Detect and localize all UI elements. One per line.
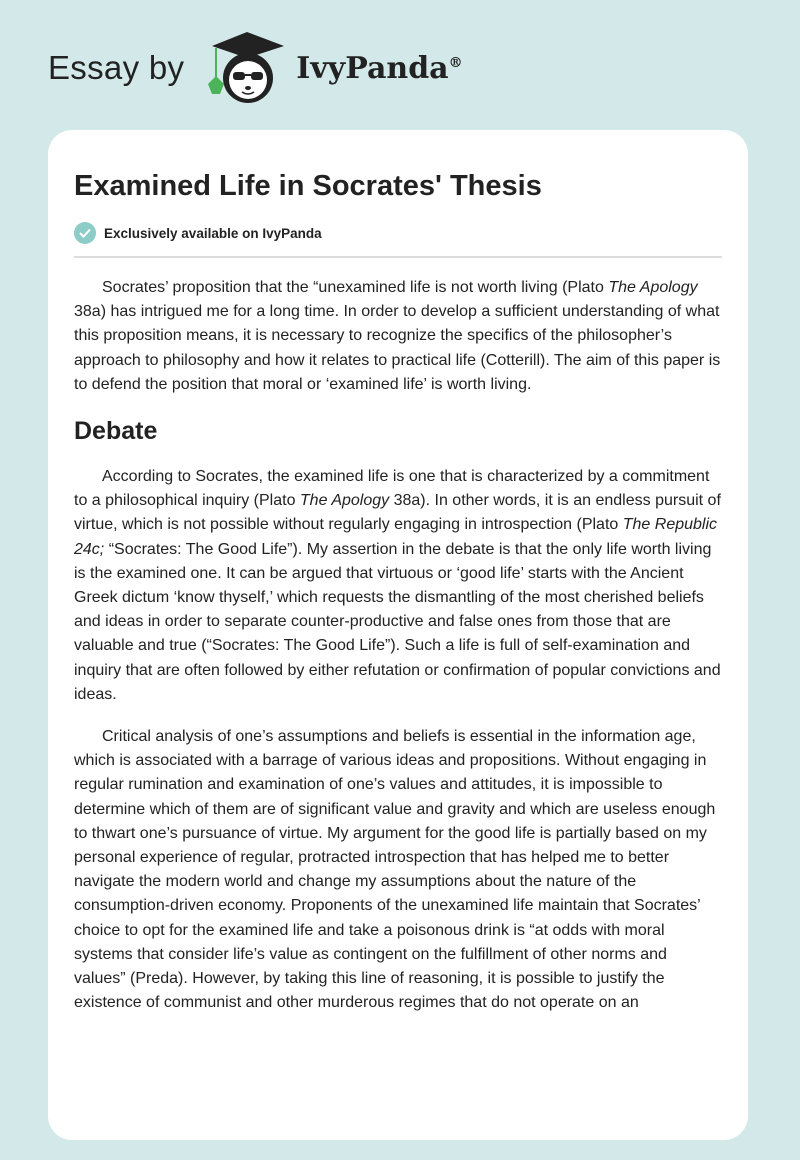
paragraph-debate-1: According to Socrates, the examined life is one that is characterized by a commitment to a philosophical inquiry (Plato The Apology 38a). In other words, it is an endless pursuit of virtue, which is not possible without regularly engaging in introspection (Plato The Republic 24c; “Socrates: The Good Life”). My assertion in the debate is that the only life worth living is the examined one. It can be argued that virtuous or ‘good life’ starts with the Ancient Greek dictum ‘know thyself,’ which requests the dismantling of the most cherished beliefs and ideas in order to separate counter-productive and false ones from those that are valuable and true (“Socrates: The Good Life”). Such a life is full of self-examination and inquiry that are often followed by either refutation or confirmation of popular convictions and ideas.: [74, 468, 721, 703]
essay-by-label: Essay by: [48, 49, 185, 86]
exclusive-badge: Exclusively available on IvyPanda: [74, 222, 722, 244]
check-icon: [74, 222, 96, 244]
divider: [74, 256, 722, 258]
paragraph-intro: Socrates’ proposition that the “unexamined life is not worth living (Plato The Apology 38a) has intrigued me for a long time. In order to develop a sufficient understanding of what this proposition means, it is necessary to recognize the specifics of the philosopher’s approach to philosophy and how it relates to practical life (Cotterill). The aim of this paper is to defend the position that moral or ‘examined life’ is worth living.: [74, 279, 721, 393]
heading-debate: Debate: [74, 417, 158, 446]
page-title: Examined Life in Socrates' Thesis: [74, 170, 542, 202]
brand-name[interactable]: IvyPanda®: [296, 50, 463, 86]
panda-logo-icon[interactable]: [202, 28, 288, 108]
essay-card: [48, 130, 748, 1140]
site-header: [48, 28, 463, 108]
paragraph-debate-2: Critical analysis of one’s assumptions and beliefs is essential in the information age, which is associated with a barrage of various ideas and propositions. Without engaging in regular rumination and examination of one’s values and attitudes, it is impossible to determine which of them are of significant value and gravity and which are useless enough to thwart one’s pursuance of virtue. My argument for the good life is partially based on my personal experience of regular, protracted introspection that has helped me to better navigate the modern world and change my assumptions about the nature of the consumption-driven economy. Proponents of the unexamined life maintain that Socrates’ choice to opt for the examined life and take a poisonous drink is “at odds with moral systems that consider life’s value as contingent on the fulfillment of other norms and values” (Preda). However, by taking this line of reasoning, it is possible to justify the existence of communist and other murderous regimes that do not operate on an: [74, 728, 716, 1012]
